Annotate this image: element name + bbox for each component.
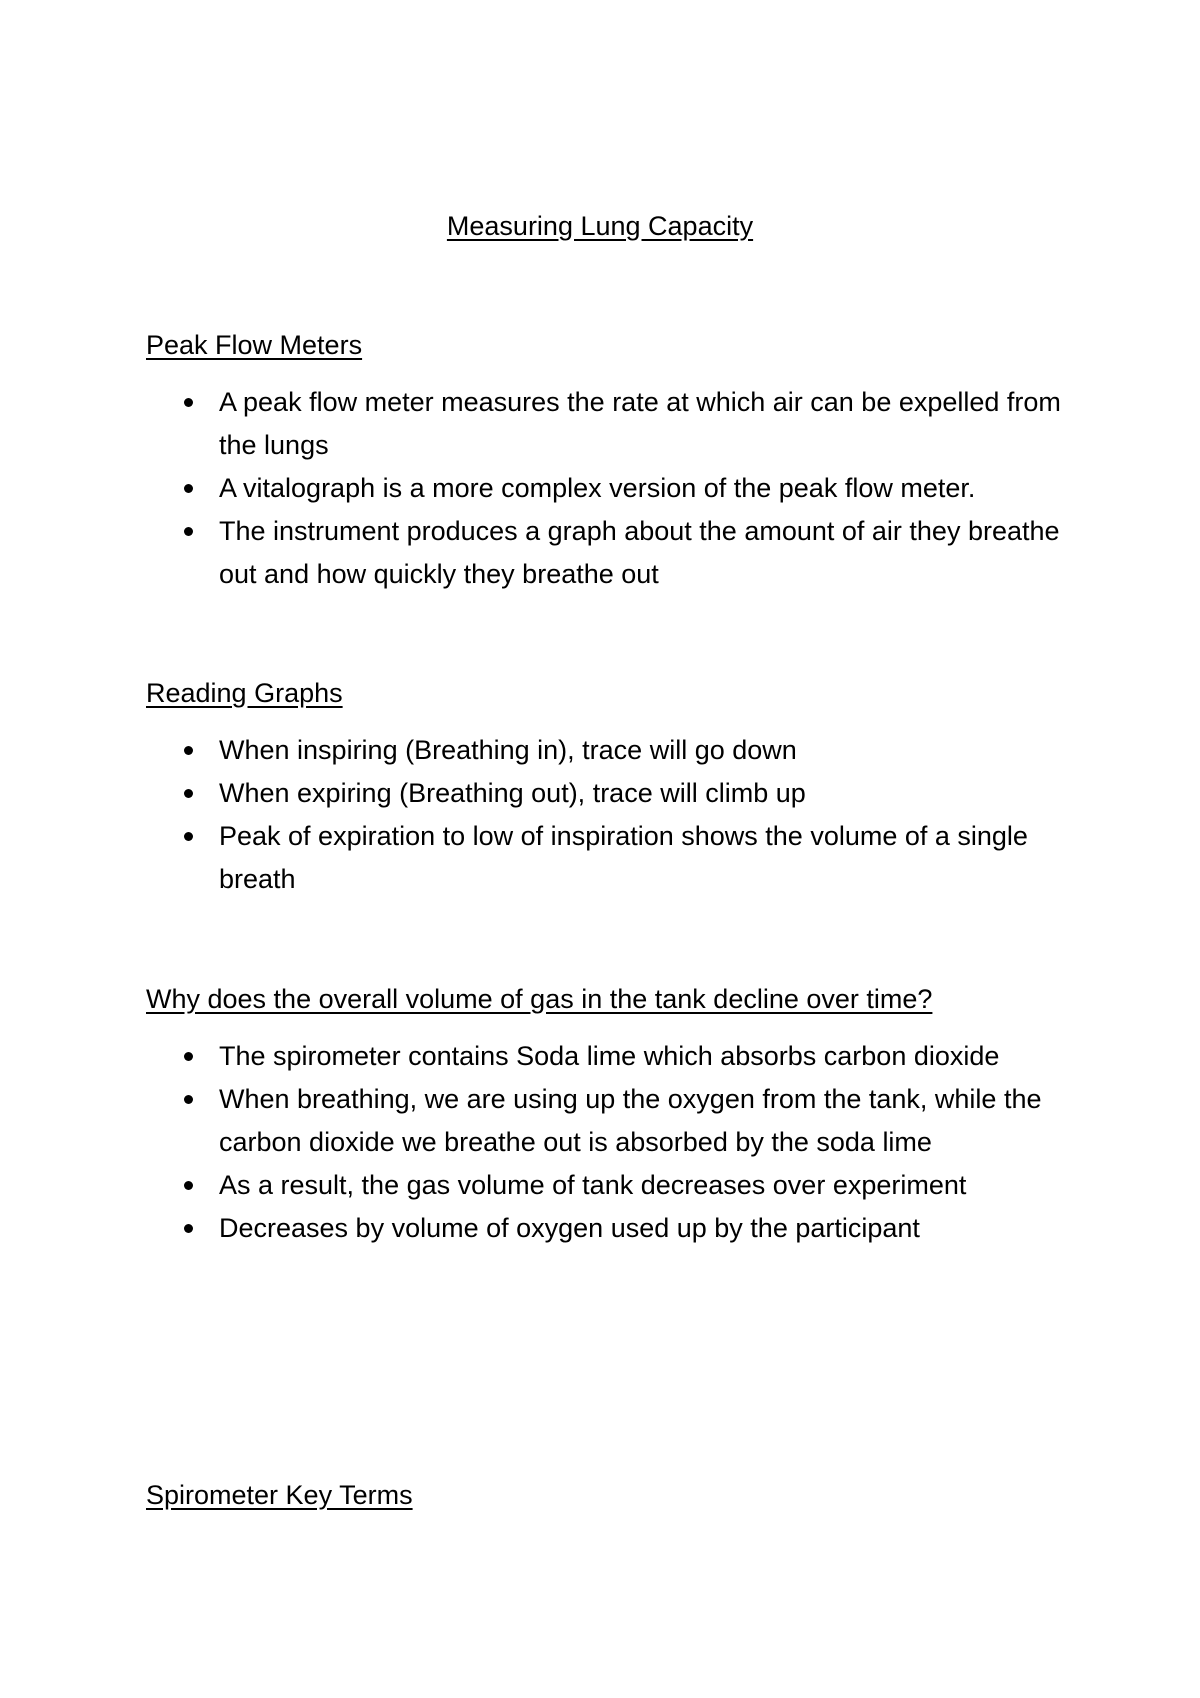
section-spirometer-key-terms <box>146 1475 1066 1515</box>
bullet-list <box>146 1035 1066 1250</box>
bullet-list <box>146 381 1066 596</box>
bullet-icon <box>184 1095 193 1104</box>
bullet-icon <box>184 398 193 407</box>
list-item-text: Peak of expiration to low of inspiration shows the volume of a single breath <box>219 821 1028 894</box>
list-item <box>146 381 1066 467</box>
list-item-text: As a result, the gas volume of tank decreases over experiment <box>219 1170 967 1200</box>
list-item-text: The spirometer contains Soda lime which absorbs carbon dioxide <box>219 1041 1000 1071</box>
list-item <box>146 510 1066 596</box>
section-heading: Spirometer Key Terms <box>146 1480 413 1510</box>
list-item-text: When expiring (Breathing out), trace will climb up <box>219 778 806 808</box>
list-item <box>146 1078 1066 1164</box>
section-heading: Reading Graphs <box>146 678 343 708</box>
bullet-icon <box>184 1052 193 1061</box>
section-heading: Peak Flow Meters <box>146 330 363 360</box>
list-item-text: The instrument produces a graph about the amount of air they breathe out and how quickly they breathe out <box>219 516 1060 589</box>
section-heading: Why does the overall volume of gas in the tank decline over time? <box>146 984 933 1014</box>
list-item-text: A vitalograph is a more complex version of the peak flow meter. <box>219 473 976 503</box>
bullet-icon <box>184 832 193 841</box>
bullet-icon <box>184 789 193 798</box>
section-peak-flow-meters <box>146 325 1066 596</box>
list-item-text: When inspiring (Breathing in), trace will go down <box>219 735 797 765</box>
bullet-icon <box>184 1181 193 1190</box>
bullet-icon <box>184 1224 193 1233</box>
list-item <box>146 1207 1066 1250</box>
list-item <box>146 772 1066 815</box>
list-item <box>146 467 1066 510</box>
list-item-text: Decreases by volume of oxygen used up by the participant <box>219 1213 920 1243</box>
list-item <box>146 1035 1066 1078</box>
section-gas-volume-decline <box>146 979 1066 1250</box>
section-reading-graphs <box>146 673 1066 901</box>
list-item-text: A peak flow meter measures the rate at which air can be expelled from the lungs <box>219 387 1061 460</box>
bullet-icon <box>184 484 193 493</box>
bullet-icon <box>184 746 193 755</box>
list-item <box>146 815 1066 901</box>
bullet-icon <box>184 527 193 536</box>
bullet-list <box>146 729 1066 901</box>
list-item <box>146 729 1066 772</box>
page-title: Measuring Lung Capacity <box>446 211 754 241</box>
list-item-text: When breathing, we are using up the oxygen from the tank, while the carbon dioxide we breathe out is absorbed by the soda lime <box>219 1084 1042 1157</box>
list-item <box>146 1164 1066 1207</box>
